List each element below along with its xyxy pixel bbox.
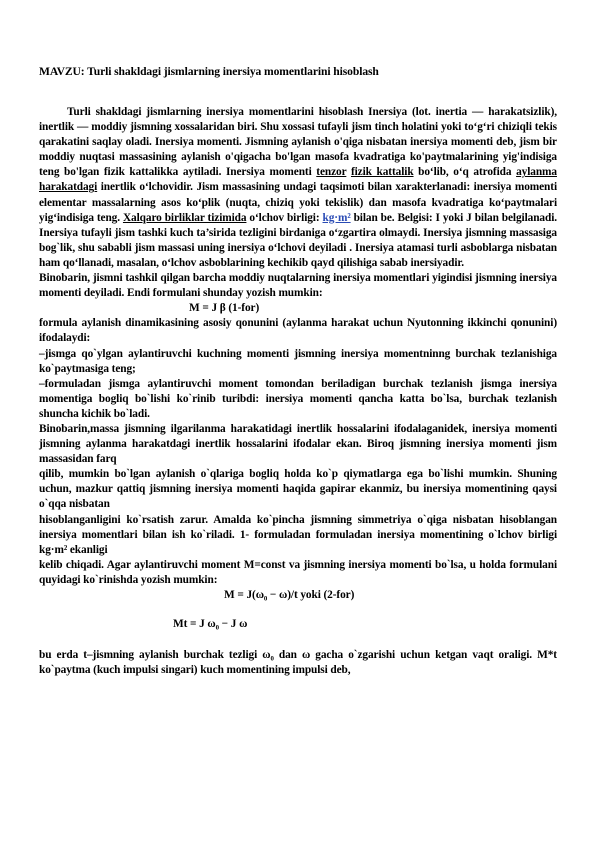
link-aylanma-harakat[interactable]: aylanma harakatdagi xyxy=(39,166,557,194)
paragraph-7: qilib, mumkin bo`lgan aylanish o`qlariga bogliq holda ko`p qiymatlarga ega bo`lishi mumkin. Shuning uchun, mazkur qattiq jismning inersiya momenti haqida gapirar ekanmiz, bu inersiya momentining qaysi o`qqa nisbatan xyxy=(39,468,557,511)
paragraph-4: –jismga qo`ylgan aylantiruvchi kuchning momenti jismning inersiya momentninng burchak tezlanishiga ko`paytmasiga teng; xyxy=(39,347,557,375)
text-span: bilan be. Belgisi: I yoki J bilan belgilanadi. Inersiya tufayli jism tashki kuch ta’sirida tezligini birdaniga o‘zgartira olmaydi. Inersiya jismning massasiga bog`lik, shu sababli jism massasi uning inersiya o‘lchovi deyiladi . Inersiya atamasi turli asboblarga nisbatan ham qo‘llanadi, masalan, o‘lchov asboblarining kechikib qayd qilishiga sabab inersiyadir. xyxy=(39,211,557,269)
formula-3: Mt = J ω₀ − J ω xyxy=(173,618,248,631)
formula-1: M = J β (1-for) xyxy=(189,302,260,315)
text-span: inertlik o‘lchovidir. Jism massasining undagi taqsimoti bilan xarakterlanadi: inersiya momenti elementar massalarning asos ko‘plik (nuqta, chiziq yoki tekislik) dan masofa kvadratiga ko‘paytmalari yig‘indisiga teng. xyxy=(39,181,557,224)
formula-2: M = J(ω₀ − ω)/t yoki (2-for) xyxy=(224,589,355,601)
document-body xyxy=(39,105,557,678)
paragraph-6: Binobarin,massa jismning ilgarilanma harakatidagi inertlik hossalarini ifodalaganidek, inersiya momenti jismning aylanma harakatdagi inertlik hossalarini ifodalar ekan. Biroq jismning inersiya momenti jism massasidan farq xyxy=(39,422,557,466)
text-span: Turli shakldagi jismlarning inersiya momentlarini hisoblash Inersiya (lot. inertia — harakatsizlik), inertlik — moddiy jismning xossalaridan biri. Shu xossasi tufayli jism tinch holatini yoki to‘g‘ri chiziqli tekis qarakatini saqlay oladi. Inersiya momenti. Jismning aylanish o'qiga nisbatan inersiya momenti deb, jism bir moddiy nuqtasi massasining aylanish o'qigacha bo'lgan masofa kvadratiga ko'paytmalarining yig'indisiga teng bo'lgan fizik kattalikka aytiladi. Inersiya momenti xyxy=(39,106,557,179)
link-tenzor[interactable]: tenzor xyxy=(316,166,347,179)
paragraph-3: formula aylanish dinamikasining asosiy qonunini (aylanma harakat uchun Nyutonning ikkinchi qonunini) ifodalaydi: xyxy=(39,317,557,345)
paragraph-10: bu erda t–jismning aylanish burchak tezligi ω₀ dan ω gacha o`zgarishi uchun ketgan vaqt oraligi. M*t ko`paytma (kuch impulsi singari) kuch momentining impulsi deb, xyxy=(39,649,557,677)
link-fizik-kattalik[interactable]: fizik kattalik xyxy=(350,166,414,179)
text-span: bo‘lib, o‘q atrofida xyxy=(413,166,517,179)
paragraph-intro xyxy=(39,105,557,271)
page-title: MAVZU: Turli shakldagi jismlarning inersiya momentlarini hisoblash xyxy=(39,65,379,78)
paragraph-2: Binobarin, jismni tashkil qilgan barcha moddiy nuqtalarning inersiya momentlari yigindisi jismning inersiya momenti deyiladi. Endi formulani shunday yozish mumkin: xyxy=(39,272,557,300)
paragraph-5: –formuladan jismga aylantiruvchi moment tomondan beriladigan burchak tezlanish jismga inersiya momentiga bogliq bo`lishi ko`rinib turibdi: inersiya momenti qancha katta bo`lsa, burchak tezlanish shuncha kichik bo`ladi. xyxy=(39,377,557,420)
text-span: o‘lchov birligi: xyxy=(246,211,323,224)
link-unit[interactable]: kg·m² xyxy=(322,211,351,224)
paragraph-8: hisoblanganligini ko`rsatish zarur. Amalda ko`pincha jismning simmetriya o`qiga nisbatan hisoblangan inersiya momentlari bilan ish ko`riladi. 1- formuladan formuladan inersiya momentining o`lchov birligi kg·m² ekanligi xyxy=(39,513,557,556)
link-xalqaro-birliklar[interactable]: Xalqaro birliklar tizimida xyxy=(122,211,247,224)
paragraph-9: kelib chiqadi. Agar aylantiruvchi moment M=const va jismning inersiya momenti bo`lsa, u holda formulani quyidagi ko`rinishda yozish mumkin: xyxy=(39,558,557,586)
